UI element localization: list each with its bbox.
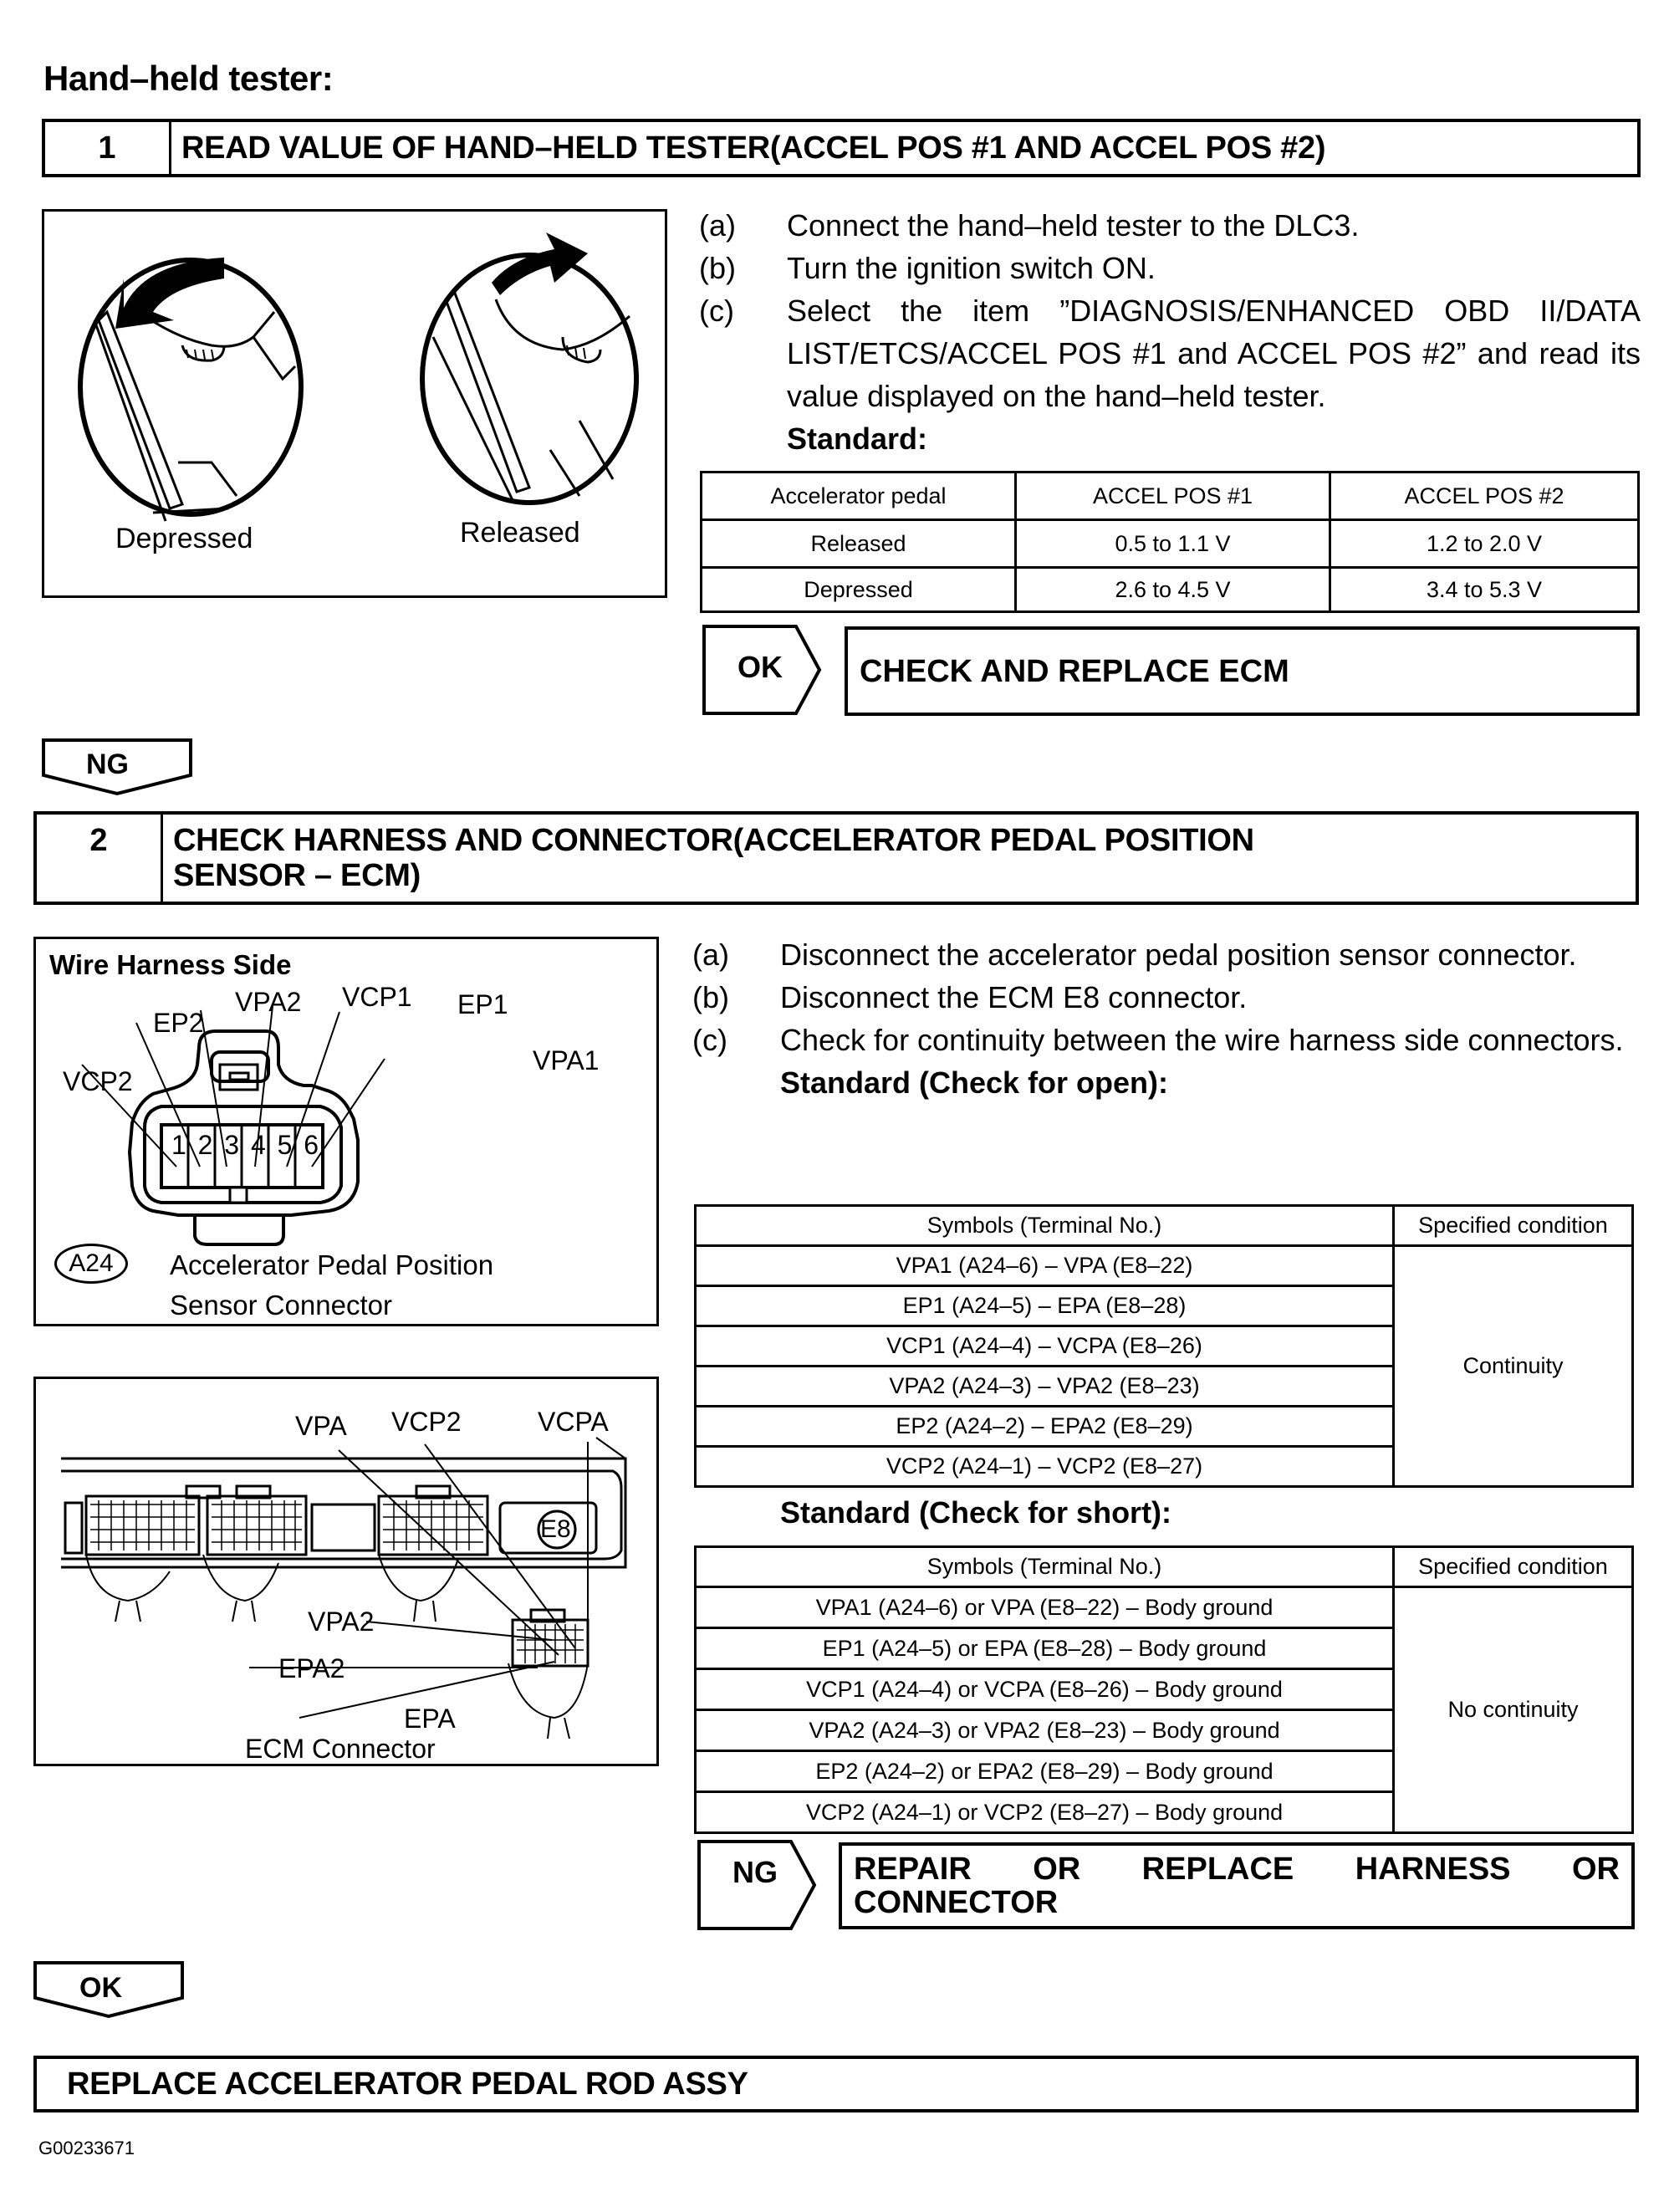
- table-cell: EP1 (A24–5) – EPA (E8–28): [696, 1286, 1394, 1326]
- final-step-box: [33, 2056, 1639, 2112]
- table-row: [702, 568, 1639, 612]
- step-1-instructions: [699, 204, 1641, 460]
- instruction-a: [699, 204, 1641, 247]
- caption-line-2: Sensor Connector: [170, 1290, 392, 1321]
- instruction-label: (b): [692, 980, 729, 1014]
- table-cell: 0.5 to 1.1 V: [1016, 520, 1330, 568]
- pin-2: 2: [197, 1130, 213, 1160]
- connector-caption: [170, 1245, 493, 1326]
- table-header-row: [696, 1547, 1633, 1587]
- pin-label-vcp1: VCP1: [342, 982, 412, 1012]
- step-2-header: [33, 811, 1639, 905]
- pin-label-vpa1: VPA1: [533, 1045, 600, 1075]
- table-cell: VPA2 (A24–3) or VPA2 (E8–23) – Body ground: [696, 1710, 1394, 1751]
- wire-harness-diagram: [33, 937, 659, 1326]
- table-header: ACCEL POS #2: [1330, 473, 1639, 520]
- diagram-heading: Wire Harness Side: [49, 949, 292, 980]
- ecm-label-vcpa: VCPA: [538, 1407, 609, 1437]
- instruction-text: Check for continuity between the wire harness side connectors.: [780, 1023, 1624, 1057]
- table-row: [696, 1246, 1633, 1286]
- connector-code-badge: A24: [54, 1244, 128, 1284]
- ng-tag: NG: [732, 1855, 778, 1889]
- table-header-row: [696, 1206, 1633, 1246]
- instruction-label: (a): [692, 937, 729, 972]
- condition-cell: Continuity: [1394, 1246, 1633, 1487]
- released-label: Released: [460, 517, 580, 549]
- pin-6: 6: [304, 1130, 319, 1160]
- short-check-table: [694, 1545, 1634, 1834]
- instruction-b: [692, 976, 1637, 1019]
- table-cell: VCP2 (A24–1) – VCP2 (E8–27): [696, 1447, 1394, 1487]
- instruction-label: (c): [692, 1023, 727, 1057]
- ecm-connector-diagram: [33, 1377, 659, 1766]
- instruction-c: [692, 1019, 1637, 1061]
- ecm-label-vpa: VPA: [295, 1411, 347, 1441]
- table-cell: EP2 (A24–2) – EPA2 (E8–29): [696, 1407, 1394, 1447]
- pin-label-vpa2: VPA2: [235, 987, 302, 1017]
- ng-action-box: [839, 1842, 1635, 1929]
- table-row: [696, 1587, 1633, 1628]
- step-title: [163, 815, 1264, 902]
- table-cell: EP1 (A24–5) or EPA (E8–28) – Body ground: [696, 1628, 1394, 1669]
- ok-tag: OK: [738, 650, 783, 684]
- table-header: Symbols (Terminal No.): [696, 1206, 1394, 1246]
- instruction-text: Disconnect the accelerator pedal position sensor connector.: [780, 937, 1577, 972]
- pin-4: 4: [250, 1130, 266, 1160]
- pin-label-vcp2: VCP2: [63, 1066, 133, 1096]
- step-title-line-2: SENSOR – ECM): [173, 858, 421, 893]
- ecm-label-vpa2: VPA2: [308, 1607, 375, 1637]
- table-row: [702, 520, 1639, 568]
- table-header: Specified condition: [1394, 1206, 1633, 1246]
- short-standard-label: Standard (Check for short):: [780, 1495, 1172, 1530]
- pin-label-ep1: EP1: [457, 989, 508, 1019]
- ng-action-text: REPAIR OR REPLACE HARNESS OR CONNECTOR: [854, 1852, 1620, 1920]
- instruction-text: Select the item ”DIAGNOSIS/ENHANCED OBD II/DATA LIST/ETCS/ACCEL POS #1 and ACCEL POS #2” and read its value displayed on the hand–held tester.: [787, 294, 1641, 413]
- pin-5: 5: [277, 1130, 293, 1160]
- ecm-label-epa: EPA: [404, 1704, 456, 1734]
- table-header-row: [702, 473, 1639, 520]
- instruction-label: (b): [699, 251, 736, 285]
- step-title-line-1: CHECK HARNESS AND CONNECTOR(ACCELERATOR PEDAL POSITION: [173, 823, 1254, 858]
- table-cell: VCP1 (A24–4) – VCPA (E8–26): [696, 1326, 1394, 1367]
- instruction-text: Turn the ignition switch ON.: [787, 251, 1156, 285]
- pin-1: 1: [171, 1130, 186, 1160]
- pin-numbers: [166, 1130, 324, 1161]
- figure-code: G00233671: [38, 2138, 135, 2158]
- pin-label-ep2: EP2: [153, 1008, 204, 1038]
- table-header: ACCEL POS #1: [1016, 473, 1330, 520]
- ok-tag: OK: [79, 1972, 122, 2004]
- pin-3: 3: [224, 1130, 240, 1160]
- pedal-illustration: [42, 209, 667, 598]
- table-cell: VPA1 (A24–6) – VPA (E8–22): [696, 1246, 1394, 1286]
- instruction-b: [699, 247, 1641, 289]
- ecm-connector-code: E8: [540, 1515, 571, 1543]
- accel-pos-table: [700, 471, 1640, 613]
- table-header: Specified condition: [1394, 1547, 1633, 1587]
- table-cell: Released: [702, 520, 1016, 568]
- step-title: READ VALUE OF HAND–HELD TESTER(ACCEL POS #1 AND ACCEL POS #2): [181, 130, 1326, 166]
- instruction-label: (a): [699, 208, 736, 243]
- table-cell: VCP2 (A24–1) or VCP2 (E8–27) – Body ground: [696, 1792, 1394, 1833]
- caption-line-1: Accelerator Pedal Position: [170, 1249, 494, 1280]
- table-cell: VCP1 (A24–4) or VCPA (E8–26) – Body ground: [696, 1669, 1394, 1710]
- table-header: Symbols (Terminal No.): [696, 1547, 1394, 1587]
- instruction-c: [699, 289, 1641, 417]
- ecm-label-epa2: EPA2: [278, 1653, 345, 1683]
- table-cell: EP2 (A24–2) or EPA2 (E8–29) – Body ground: [696, 1751, 1394, 1792]
- ok-action-box: CHECK AND REPLACE ECM: [845, 626, 1640, 716]
- instruction-a: [692, 933, 1637, 976]
- step-number: 1: [45, 122, 171, 174]
- standard-label: Standard:: [787, 421, 928, 456]
- depressed-label: Depressed: [115, 523, 253, 554]
- final-step-title: REPLACE ACCELERATOR PEDAL ROD ASSY: [67, 2066, 748, 2102]
- instruction-text: Connect the hand–held tester to the DLC3.: [787, 208, 1360, 243]
- step-1-header: [42, 119, 1641, 177]
- open-standard-label: Standard (Check for open):: [780, 1065, 1169, 1100]
- ecm-label-vcp2: VCP2: [391, 1407, 462, 1437]
- instruction-text: Disconnect the ECM E8 connector.: [780, 980, 1248, 1014]
- page-heading: Hand–held tester:: [43, 59, 334, 98]
- table-cell: VPA2 (A24–3) – VPA2 (E8–23): [696, 1367, 1394, 1407]
- instruction-label: (c): [699, 294, 734, 328]
- ecm-caption: ECM Connector: [245, 1734, 436, 1764]
- table-cell: VPA1 (A24–6) or VPA (E8–22) – Body ground: [696, 1587, 1394, 1628]
- table-cell: 3.4 to 5.3 V: [1330, 568, 1639, 612]
- table-cell: Depressed: [702, 568, 1016, 612]
- condition-cell: No continuity: [1394, 1587, 1633, 1833]
- step-2-instructions: [692, 933, 1637, 1104]
- table-header: Accelerator pedal: [702, 473, 1016, 520]
- open-check-table: [694, 1204, 1634, 1488]
- table-cell: 1.2 to 2.0 V: [1330, 520, 1639, 568]
- table-cell: 2.6 to 4.5 V: [1016, 568, 1330, 612]
- ng-tag: NG: [86, 748, 129, 780]
- step-number: 2: [37, 815, 163, 902]
